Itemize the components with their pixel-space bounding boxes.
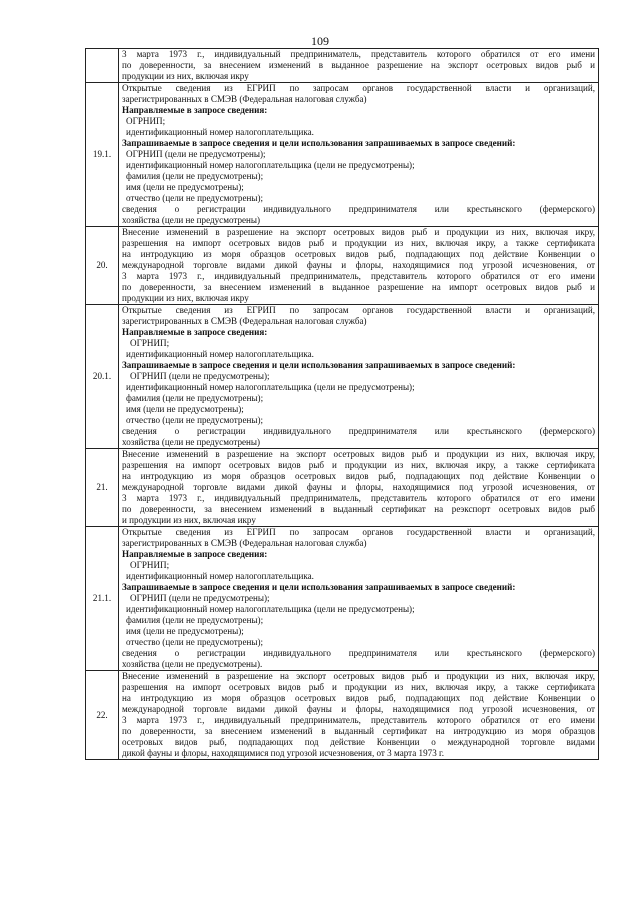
table-row (86, 671, 599, 760)
text-line: сведения о регистрации индивидуального предпринимателя или крестьянского (фермерского) (122, 204, 595, 214)
text-line: идентификационный номер налогоплательщика. (126, 571, 314, 581)
text-line: Внесение изменений в разрешение на экспорт осетровых видов рыб и продукции из них, включая икру, (122, 449, 595, 459)
text-line: отчество (цели не предусмотрены); (126, 415, 264, 425)
text-line: фамилия (цели не предусмотрены); (126, 615, 264, 625)
text-line: продукции из них, включая икру (122, 71, 249, 81)
row-description (119, 227, 599, 305)
text-line: отчество (цели не предусмотрены); (126, 637, 264, 647)
text-line: ОГРНИП; (130, 338, 170, 348)
row-description (119, 671, 599, 760)
text-line: Направляемые в запросе сведения: (122, 549, 268, 559)
row-description (119, 449, 599, 527)
text-line: Открытые сведения из ЕГРИП по запросам органов государственной власти и организаций, (122, 527, 595, 537)
text-line: 3 марта 1973 г., индивидуальный предприниматель, представитель которого обратился от его имени (122, 715, 595, 725)
table-row (86, 449, 599, 527)
row-number: 22. (86, 671, 119, 760)
row-description (119, 49, 599, 83)
text-line: Направляемые в запросе сведения: (122, 105, 268, 115)
text-line: осетровых видов рыб, подпадающих под действие Конвенции о международной торговле видами (122, 737, 595, 747)
row-number: 21.1. (86, 527, 119, 671)
text-line: 3 марта 1973 г., индивидуальный предприниматель, представитель которого обратился от его имени (122, 493, 595, 503)
text-line: 3 марта 1973 г., индивидуальный предприниматель, представитель которого обратился от его имени (122, 49, 595, 59)
row-number: 20. (86, 227, 119, 305)
text-line: ОГРНИП (цели не предусмотрены); (126, 149, 266, 159)
text-line: продукции из них, включая икру (122, 293, 249, 303)
text-line: хозяйства (цели не предусмотрены). (122, 659, 263, 669)
text-line: идентификационный номер налогоплательщика (цели не предусмотрены); (126, 160, 415, 170)
text-line: по доверенности, за внесением изменений в выданное разрешение на импорт осетровых видов рыб и (122, 282, 595, 292)
text-line: Открытые сведения из ЕГРИП по запросам органов государственной власти и организаций, (122, 305, 595, 315)
text-line: идентификационный номер налогоплательщика (цели не предусмотрены); (126, 604, 415, 614)
page-number: 109 (311, 34, 329, 48)
text-line: ОГРНИП (цели не предусмотрены); (130, 593, 270, 603)
text-line: хозяйства (цели не предусмотрены) (122, 437, 261, 447)
services-table-body (86, 49, 599, 760)
text-line: дикой фауны и флоры, находящимися под угрозой исчезновения, от 3 марта 1973 г. (122, 748, 444, 758)
table-row (86, 83, 599, 227)
text-line: имя (цели не предусмотрены); (126, 182, 244, 192)
text-line: по доверенности, за внесением изменений в выданный сертификат на реэкспорт осетровых видов рыб (122, 504, 595, 514)
text-line: на интродукцию из моря образцов осетровых видов рыб, подпадающих под действие Конвенции о (122, 693, 595, 703)
text-line: ОГРНИП; (126, 116, 166, 126)
text-line: международной торговле видами дикой фауны и флоры, находящимися под угрозой исчезновения, от (122, 260, 595, 270)
text-line: 3 марта 1973 г., индивидуальный предприниматель, представитель которого обратился от его имени (122, 271, 595, 281)
text-line: идентификационный номер налогоплательщика (цели не предусмотрены); (126, 382, 415, 392)
row-description (119, 527, 599, 671)
text-line: отчество (цели не предусмотрены); (126, 193, 264, 203)
row-number (86, 49, 119, 83)
table-row (86, 527, 599, 671)
text-line: международной торговле видами дикой фауны и флоры, находящимися под угрозой исчезновения, от (122, 704, 595, 714)
text-line: Запрашиваемые в запросе сведения и цели использования запрашиваемых в запросе сведений: (122, 582, 516, 592)
services-table (85, 48, 599, 760)
row-description (119, 305, 599, 449)
text-line: на интродукцию из моря образцов осетровых видов рыб, подпадающих под действие Конвенции о (122, 471, 595, 481)
text-line: зарегистрированных в СМЭВ (Федеральная налоговая служба) (122, 94, 367, 104)
row-number: 19.1. (86, 83, 119, 227)
text-line: международной торговле видами дикой фауны и флоры, находящимися под угрозой исчезновения, от (122, 482, 595, 492)
text-line: фамилия (цели не предусмотрены); (126, 171, 264, 181)
row-description (119, 83, 599, 227)
table-row (86, 227, 599, 305)
text-line: хозяйства (цели не предусмотрены) (122, 215, 261, 225)
table-row (86, 49, 599, 83)
row-number: 21. (86, 449, 119, 527)
text-line: Открытые сведения из ЕГРИП по запросам органов государственной власти и организаций, (122, 83, 595, 93)
text-line: и продукции из них, включая икру (122, 515, 256, 525)
text-line: на интродукцию из моря образцов осетровых видов рыб, подпадающих под действие Конвенции о (122, 249, 595, 259)
text-line: по доверенности, за внесением изменений в выданное разрешение на экспорт осетровых видов рыб и (122, 60, 595, 70)
text-line: имя (цели не предусмотрены); (126, 626, 244, 636)
text-line: Внесение изменений в разрешение на экспорт осетровых видов рыб и продукции из них, включая икру, (122, 227, 595, 237)
text-line: сведения о регистрации индивидуального предпринимателя или крестьянского (фермерского) (122, 648, 595, 658)
text-line: имя (цели не предусмотрены); (126, 404, 244, 414)
text-line: Запрашиваемые в запросе сведения и цели использования запрашиваемых в запросе сведений: (122, 138, 516, 148)
text-line: ОГРНИП; (130, 560, 170, 570)
text-line: Внесение изменений в разрешение на экспорт осетровых видов рыб и продукции из них, включая икру, (122, 671, 595, 681)
text-line: фамилия (цели не предусмотрены); (126, 393, 264, 403)
text-line: ОГРНИП (цели не предусмотрены); (130, 371, 270, 381)
table-row (86, 305, 599, 449)
text-line: разрешения на импорт осетровых видов рыб и продукции из них, включая икру, а также сертификата (122, 238, 595, 248)
text-line: сведения о регистрации индивидуального предпринимателя или крестьянского (фермерского) (122, 426, 595, 436)
text-line: Запрашиваемые в запросе сведения и цели использования запрашиваемых в запросе сведений: (122, 360, 516, 370)
text-line: разрешения на импорт осетровых видов рыб и продукции из них, включая икру, а также сертификата (122, 460, 595, 470)
text-line: разрешения на импорт осетровых видов рыб и продукции из них, включая икру, а также сертификата (122, 682, 595, 692)
text-line: по доверенности, за внесением изменений в выданный сертификат на интродукцию из моря образцов (122, 726, 595, 736)
text-line: зарегистрированных в СМЭВ (Федеральная налоговая служба) (122, 538, 367, 548)
text-line: идентификационный номер налогоплательщика. (126, 127, 314, 137)
text-line: зарегистрированных в СМЭВ (Федеральная налоговая служба) (122, 316, 367, 326)
text-line: Направляемые в запросе сведения: (122, 327, 268, 337)
row-number: 20.1. (86, 305, 119, 449)
text-line: идентификационный номер налогоплательщика. (126, 349, 314, 359)
